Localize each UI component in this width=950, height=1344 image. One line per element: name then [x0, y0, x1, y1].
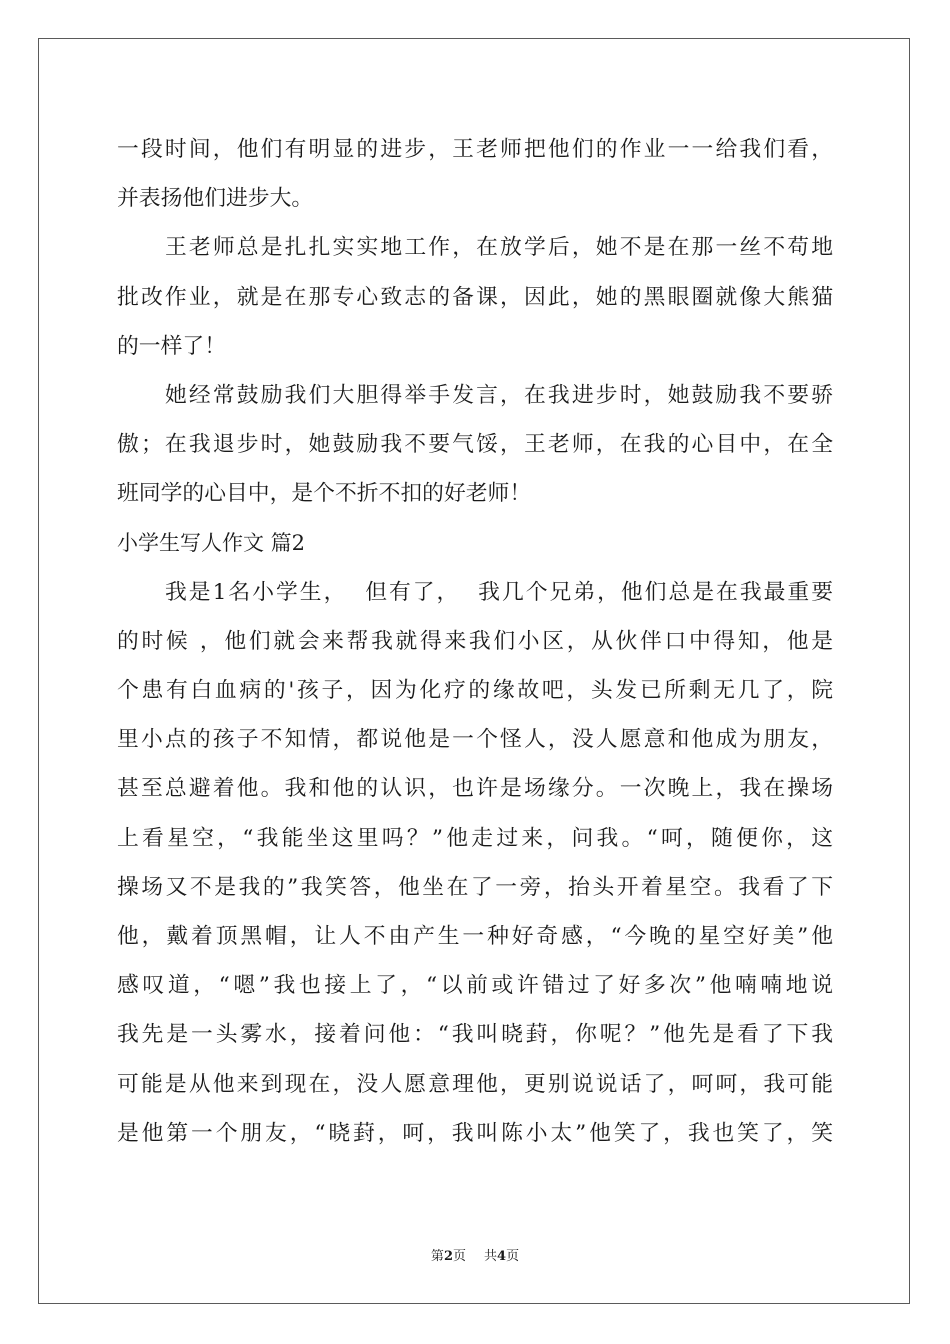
- text-line: 批改作业，就是在那专心致志的备课，因此，她的黑眼圈就像大熊猫: [117, 284, 833, 310]
- total-pages: 4: [497, 1249, 507, 1264]
- text-line: 甚至总避着他。我和他的认识，也许是场缘分。一次晚上，我在操场: [117, 776, 833, 802]
- text-line: 班同学的心目中，是个不折不扣的好老师！: [117, 481, 532, 507]
- text-line: 是他第一个朋友，“晓葑，呵，我叫陈小太”他笑了，我也笑了，笑: [117, 1120, 833, 1146]
- text-line: 的一样了！: [117, 333, 226, 359]
- text-line: 我先是一头雾水，接着问他：“我叫晓葑，你呢？”他先是看了下我: [117, 1022, 833, 1048]
- document-body: [117, 125, 833, 1158]
- page-prefix: 第: [430, 1249, 444, 1264]
- text-line: 感叹道，“嗯”我也接上了，“以前或许错过了好多次”他喃喃地说: [117, 973, 833, 999]
- text-line: 他，戴着顶黑帽，让人不由产生一种好奇感，“今晚的星空好美”他: [117, 924, 833, 949]
- total-prefix: 共: [484, 1249, 498, 1264]
- text-line: 操场又不是我的”我笑答，他坐在了一旁，抬头开着星空。我看了下: [117, 874, 833, 900]
- text-line: 并表扬他们进步大。: [117, 186, 314, 212]
- text-line: 可能是从他来到现在，没人愿意理他，更别说说话了，呵呵，我可能: [117, 1071, 833, 1097]
- text-line: 的时候 ，他们就会来帮我就得来我们小区，从伙伴口中得知，他是: [117, 628, 833, 654]
- text-line: 她经常鼓励我们大胆得举手发言，在我进步时，她鼓励我不要骄: [165, 382, 833, 408]
- page-suffix: 页: [452, 1249, 466, 1264]
- text-line: 个患有白血病的'孩子，因为化疗的缘故吧，头发已所剩无几了，院: [117, 678, 833, 704]
- text-line: 我是1名小学生， 但有了， 我几个兄弟，他们总是在我最重要: [165, 579, 833, 605]
- text-line: 上看星空，“我能坐这里吗？”他走过来，问我。“呵，随便你，这: [117, 825, 833, 851]
- page-footer: [0, 1249, 950, 1265]
- text-line: 里小点的孩子不知情，都说他是一个怪人，没人愿意和他成为朋友，: [117, 727, 833, 753]
- text-line: 一段时间，他们有明显的进步，王老师把他们的作业一一给我们看，: [117, 137, 833, 162]
- page-number: 2: [443, 1249, 453, 1264]
- section-heading: 小学生写人作文 篇2: [117, 530, 306, 555]
- text-line: 傲；在我退步时，她鼓励我不要气馁，王老师，在我的心目中，在全: [117, 432, 833, 458]
- total-suffix: 页: [506, 1249, 520, 1264]
- text-line: 王老师总是扎扎实实地工作，在放学后，她不是在那一丝不苟地: [165, 235, 833, 261]
